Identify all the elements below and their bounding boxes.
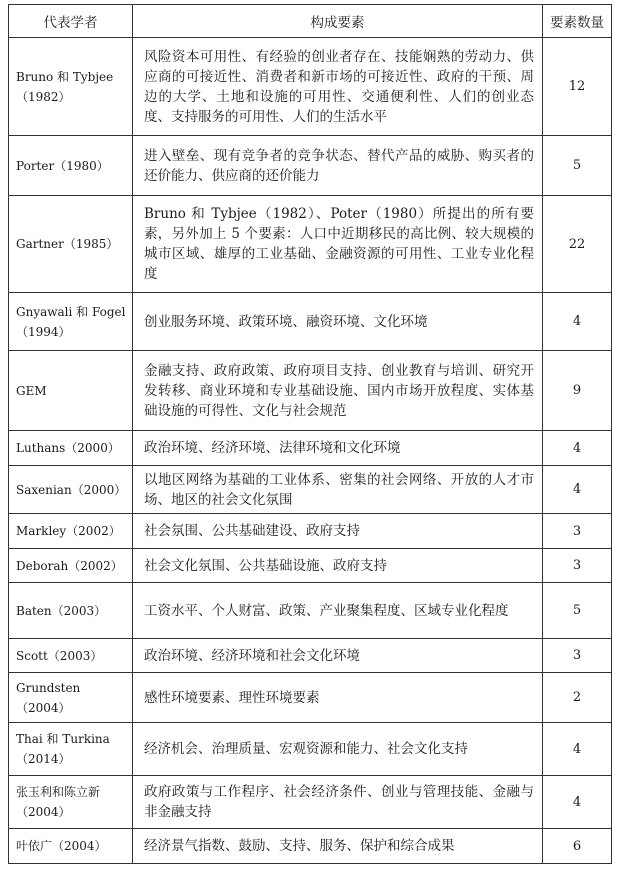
- table-row: [9, 431, 612, 466]
- count-cell: 22: [543, 196, 612, 293]
- table-row: [9, 776, 612, 829]
- count-cell: 5: [543, 583, 612, 639]
- table-row: [9, 38, 612, 136]
- scholar-cell: Grundsten（2004）: [9, 673, 133, 723]
- count-cell: 4: [543, 723, 612, 776]
- elements-cell: 感性环境要素、理性环境要素: [133, 673, 543, 723]
- header-row: [9, 5, 612, 38]
- scholar-cell: 叶依广（2004）: [9, 829, 133, 864]
- elements-cell: 风险资本可用性、有经验的创业者存在、技能娴熟的劳动力、供应商的可接近性、消费者和新市场的可接近性、政府的干预、周边的大学、土地和设施的可用性、交通便利性、人们的创业态度、支持服务的可用性、人们的生活水平: [133, 38, 543, 136]
- table-row: [9, 549, 612, 583]
- table-row: [9, 723, 612, 776]
- elements-cell: 政治环境、经济环境和社会文化环境: [133, 639, 543, 673]
- elements-cell: 金融支持、政府政策、政府项目支持、创业教育与培训、研究开发转移、商业环境和专业基础设施、国内市场开放程度、实体基础设施的可得性、文化与社会规范: [133, 351, 543, 431]
- scholar-cell: Baten（2003）: [9, 583, 133, 639]
- scholar-cell: GEM: [9, 351, 133, 431]
- elements-cell: 工资水平、个人财富、政策、产业聚集程度、区域专业化程度: [133, 583, 543, 639]
- table-row: [9, 293, 612, 351]
- scholar-cell: Thai 和 Turkina（2014）: [9, 723, 133, 776]
- count-cell: 3: [543, 549, 612, 583]
- table-row: [9, 673, 612, 723]
- count-cell: 4: [543, 431, 612, 466]
- elements-cell: Bruno 和 Tybjee（1982）、Poter（1980）所提出的所有要素，另外加上 5 个要素：人口中近期移民的高比例、较大规模的城市区域、雄厚的工业基础、金融资源的可用性、工业专业化程度: [133, 196, 543, 293]
- table-row: [9, 196, 612, 293]
- elements-cell: 经济景气指数、鼓励、支持、服务、保护和综合成果: [133, 829, 543, 864]
- scholar-cell: Porter（1980）: [9, 136, 133, 196]
- scholar-cell: Saxenian（2000）: [9, 466, 133, 514]
- elements-cell: 社会文化氛围、公共基础设施、政府支持: [133, 549, 543, 583]
- count-cell: 2: [543, 673, 612, 723]
- scholar-cell: Gartner（1985）: [9, 196, 133, 293]
- table-row: [9, 583, 612, 639]
- scholar-cell: Gnyawali 和 Fogel（1994）: [9, 293, 133, 351]
- count-cell: 4: [543, 776, 612, 829]
- header-count: 要素数量: [543, 5, 612, 38]
- table-row: [9, 136, 612, 196]
- table-row: [9, 514, 612, 549]
- count-cell: 12: [543, 38, 612, 136]
- count-cell: 6: [543, 829, 612, 864]
- scholar-cell: Deborah（2002）: [9, 549, 133, 583]
- count-cell: 4: [543, 293, 612, 351]
- elements-cell: 创业服务环境、政策环境、融资环境、文化环境: [133, 293, 543, 351]
- scholar-cell: 张玉利和陈立新（2004）: [9, 776, 133, 829]
- elements-cell: 政治环境、经济环境、法律环境和文化环境: [133, 431, 543, 466]
- count-cell: 4: [543, 466, 612, 514]
- scholar-cell: Markley（2002）: [9, 514, 133, 549]
- elements-cell: 以地区网络为基础的工业体系、密集的社会网络、开放的人才市场、地区的社会文化氛围: [133, 466, 543, 514]
- count-cell: 3: [543, 514, 612, 549]
- scholar-cell: Scott（2003）: [9, 639, 133, 673]
- header-elements: 构成要素: [133, 5, 543, 38]
- count-cell: 3: [543, 639, 612, 673]
- elements-cell: 政府政策与工作程序、社会经济条件、创业与管理技能、金融与非金融支持: [133, 776, 543, 829]
- table-row: [9, 639, 612, 673]
- table-row: [9, 466, 612, 514]
- count-cell: 5: [543, 136, 612, 196]
- literature-table: [8, 4, 612, 864]
- elements-cell: 进入壁垒、现有竞争者的竞争状态、替代产品的威胁、购买者的还价能力、供应商的还价能力: [133, 136, 543, 196]
- count-cell: 9: [543, 351, 612, 431]
- table-row: [9, 351, 612, 431]
- scholar-cell: Bruno 和 Tybjee（1982）: [9, 38, 133, 136]
- header-scholar: 代表学者: [9, 5, 133, 38]
- elements-cell: 经济机会、治理质量、宏观资源和能力、社会文化支持: [133, 723, 543, 776]
- table-row: [9, 829, 612, 864]
- scholar-cell: Luthans（2000）: [9, 431, 133, 466]
- elements-cell: 社会氛围、公共基础建设、政府支持: [133, 514, 543, 549]
